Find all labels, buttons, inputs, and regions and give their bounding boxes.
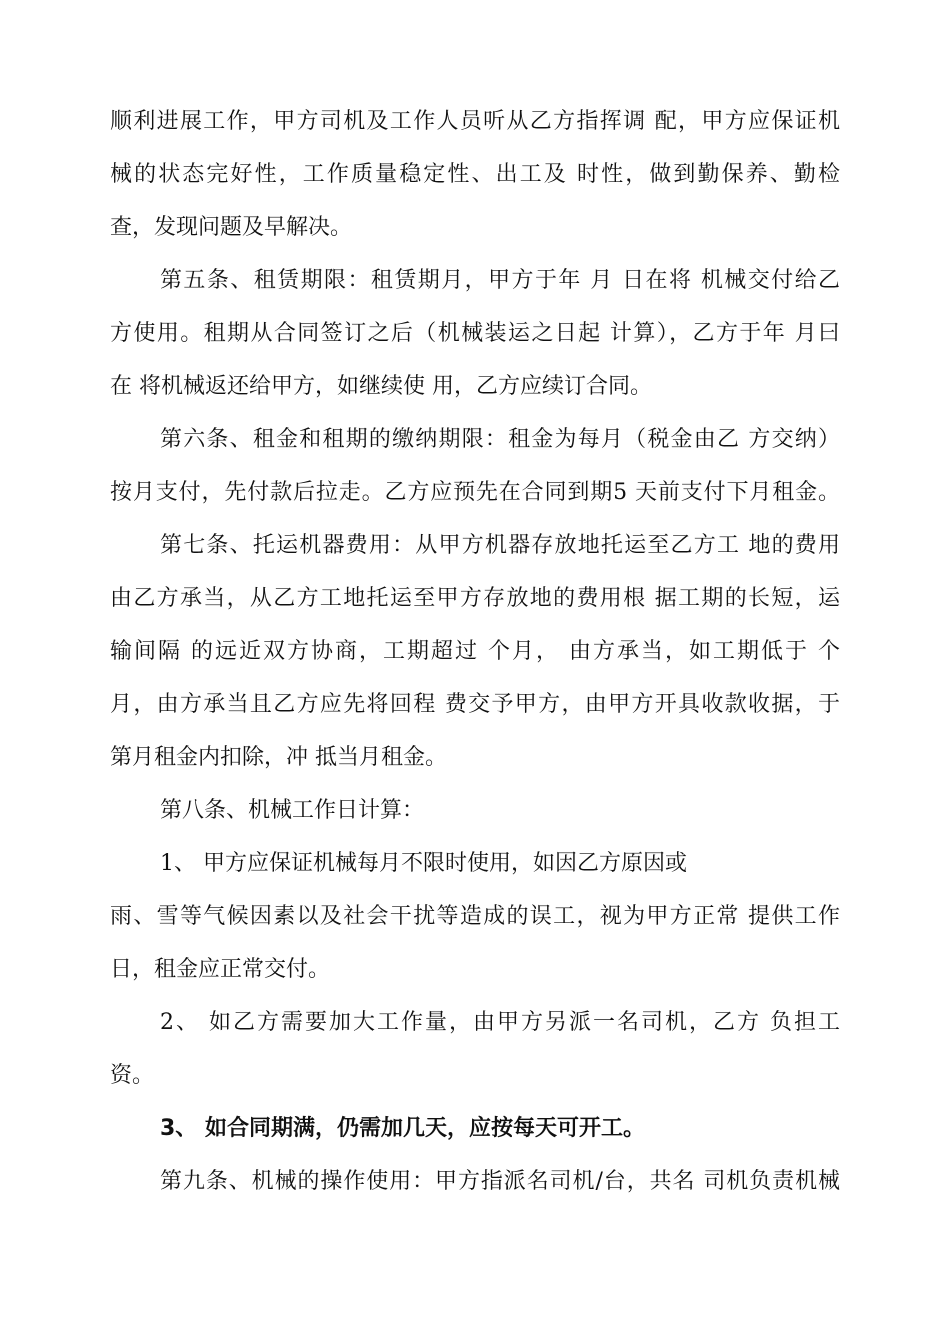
clause-9-heading: 第九条、机械的操作使用：甲方指派名司机/台，共名 司机负责机械 (160, 1169, 840, 1194)
clause-8-item-1: 1、 甲方应保证机械每月不限时使用，如因乙方原因或 (160, 851, 687, 876)
clause-8-item-3: 3、 如合同期满，仍需加几天，应按每天可开工。 (160, 1116, 645, 1141)
text-line: 由乙方承当，从乙方工地托运至甲方存放地的费用根 据工期的长短，运 (110, 586, 840, 611)
text-line: 在 将机械返还给甲方，如继续使 用，乙方应续订合同。 (110, 374, 652, 399)
text-line: 顺利进展工作，甲方司机及工作人员听从乙方指挥调 配，甲方应保证机 (110, 109, 840, 134)
text-line: 月，由方承当且乙方应先将回程 费交予甲方，由甲方开具收款收据，于 (110, 692, 840, 717)
clause-8-heading: 第八条、机械工作日计算： (160, 798, 425, 823)
text-line: 输间隔 的远近双方协商，工期超过 个月， 由方承当，如工期低于 个 (110, 639, 840, 664)
clause-7-heading: 第七条、托运机器费用：从甲方机器存放地托运至乙方工 地的费用 (160, 533, 840, 558)
text-line: 资。 (110, 1063, 155, 1088)
text-line: 方使用。租期从合同签订之后（机械装运之日起 计算），乙方于年 月曰 (110, 321, 840, 346)
clause-6-heading: 第六条、租金和租期的缴纳期限：租金为每月（税金由乙 方交纳） (160, 427, 840, 452)
text-line: 日，租金应正常交付。 (110, 957, 331, 982)
text-line: 查，发现问题及早解决。 (110, 215, 353, 240)
clause-5-heading: 第五条、租赁期限：租赁期月，甲方于年 月 日在将 机械交付给乙 (160, 268, 840, 293)
text-line: 按月支付，先付款后拉走。乙方应预先在合同到期5 天前支付下月租金。 (110, 480, 840, 505)
clause-8-item-2: 2、 如乙方需要加大工作量，由甲方另派一名司机，乙方 负担工 (160, 1010, 840, 1035)
text-line: 械的状态完好性，工作质量稳定性、出工及 时性，做到勤保养、勤检 (110, 162, 840, 187)
text-line: 第月租金内扣除，冲 抵当月租金。 (110, 745, 447, 770)
text-line: 雨、雪等气候因素以及社会干扰等造成的误工，视为甲方正常 提供工作 (110, 904, 840, 929)
